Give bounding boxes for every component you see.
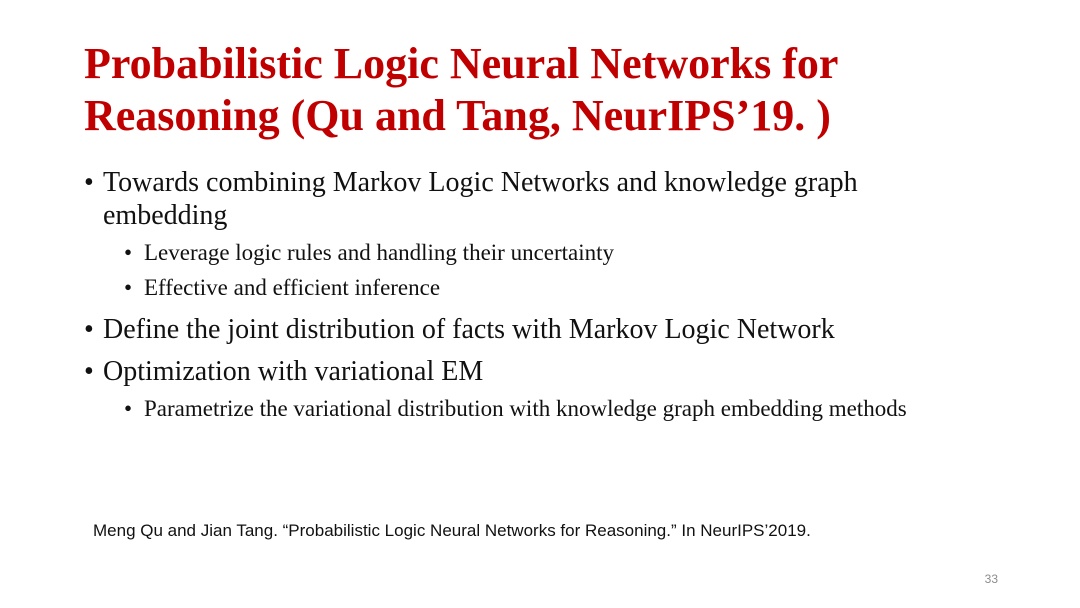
sub-bullet-item	[84, 273, 984, 303]
sub-bullet-item	[84, 394, 974, 424]
bullet-item	[84, 355, 984, 388]
slide-number: 33	[984, 572, 998, 586]
sub-bullet-text: Effective and efficient inference	[144, 275, 441, 300]
bullet-text: Towards combining Markov Logic Networks and knowledge graph embedding	[103, 167, 858, 231]
sub-bullet-text: Parametrize the variational distribution with knowledge graph embedding methods	[144, 396, 907, 421]
sub-bullet-marker: •	[124, 396, 133, 421]
bullet-marker: •	[84, 356, 94, 387]
bullet-marker: •	[84, 167, 94, 198]
sub-bullet-text: Leverage logic rules and handling their uncertainty	[144, 240, 615, 265]
bullet-list	[84, 166, 984, 424]
sub-bullet-marker: •	[124, 275, 133, 300]
slide-title: Probabilistic Logic Neural Networks for Reasoning (Qu and Tang, NeurIPS’19. )	[84, 39, 838, 140]
sub-bullet-marker: •	[124, 240, 133, 265]
bullet-item	[84, 313, 984, 346]
bullet-text: Optimization with variational EM	[103, 356, 484, 387]
bullet-text: Define the joint distribution of facts with Markov Logic Network	[103, 314, 835, 345]
citation-footnote: Meng Qu and Jian Tang. “Probabilistic Logic Neural Networks for Reasoning.” In NeurIPS’2019.	[93, 521, 811, 540]
bullet-marker: •	[84, 314, 94, 345]
bullet-item	[84, 166, 984, 232]
sub-bullet-item	[84, 238, 984, 268]
